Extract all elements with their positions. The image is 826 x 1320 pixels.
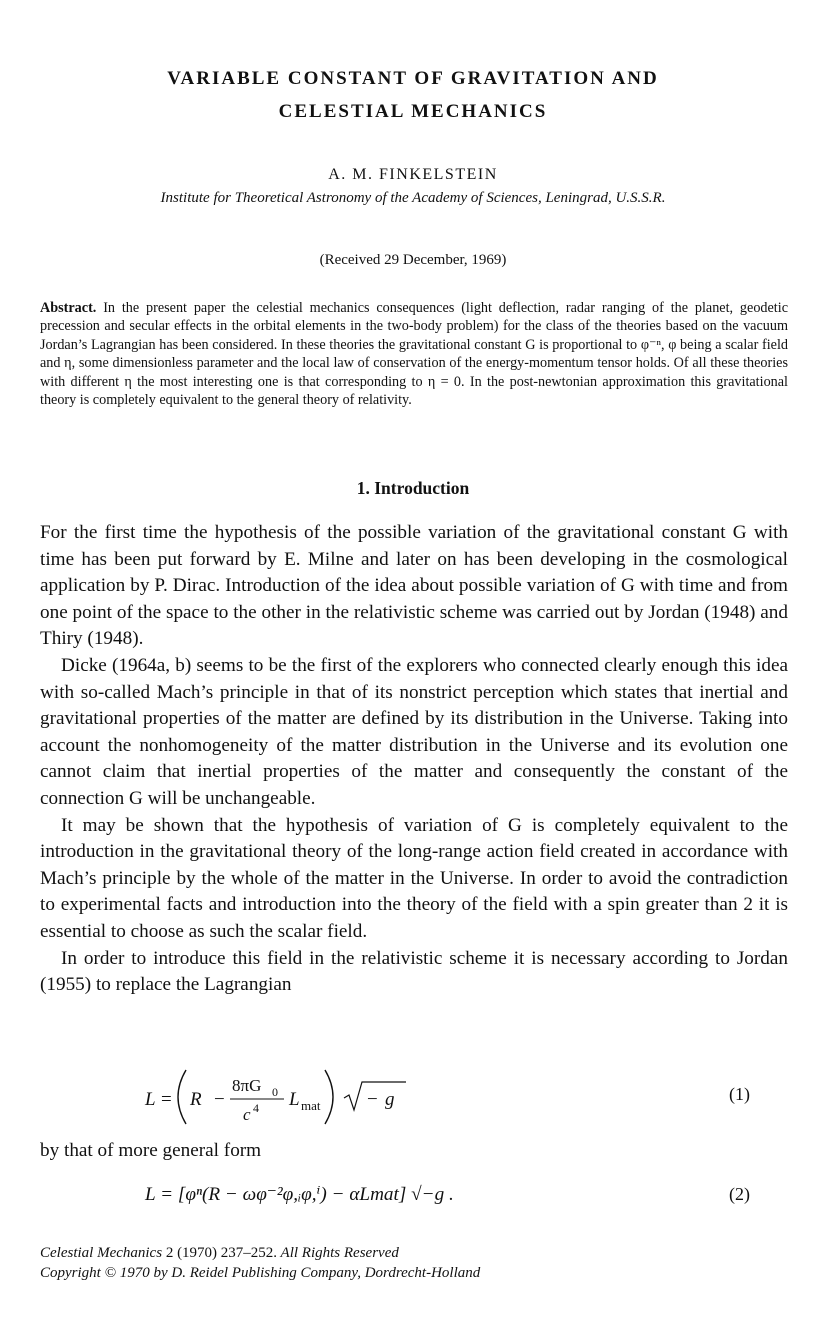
- eq1-left-paren: [178, 1070, 186, 1124]
- equation-1: [40, 1062, 788, 1132]
- eq1-g: g: [385, 1089, 395, 1110]
- received-date: (Received 29 December, 1969): [319, 252, 507, 268]
- author-name: A. M. FINKELSTEIN: [328, 166, 498, 183]
- title-line-1: VARIABLE CONSTANT OF GRAVITATION AND: [167, 68, 659, 89]
- eq1-numerator: 8πG: [232, 1076, 262, 1095]
- eq1-denominator: c: [243, 1105, 251, 1124]
- equation-2-formula: L = [φⁿ(R − ωφ⁻²φ,ᵢφ,ⁱ) − αLmat] √−g .: [145, 1184, 454, 1205]
- eq1-denominator-sup: 4: [253, 1101, 259, 1115]
- eq1-equals: =: [161, 1089, 172, 1110]
- abstract-text: In the present paper the celestial mechanics consequences (light deflection, radar ranging of the planet, geodetic precession and secular effects in the orbital elements in the two-body problem) for the class of the theories based on the vacuum Jordan’s Lagrangian has been considered. In these theories the gravitational constant G is proportional to φ⁻ⁿ, φ being a scalar field and η, some dimensionless parameter and the local law of conservation of the energy-momentum tensor holds. Of all these theories with different η the most interesting one is that corresponding to η = 0. In the post-newtonian approximation this gravitational theory is completely equivalent to the general theory of relativity.: [40, 300, 788, 409]
- equation-1-formula: [40, 1062, 520, 1132]
- paragraph-1: For the first time the hypothesis of the possible variation of the gravitational constant G with time has been put forward by E. Milne and later on has been developing in the cosmological application by P. Dirac. Introduction of the idea about possible variation of G with time and from one point of the space to the other in the relativistic scheme was carried out by Jordan (1948) and Thiry (1948).: [40, 522, 788, 650]
- abstract-label: Abstract.: [40, 300, 97, 316]
- eq1-Lmat-sub: mat: [301, 1098, 321, 1113]
- body-text: [40, 520, 788, 999]
- journal-citation: 2 (1970) 237–252.: [165, 1245, 278, 1261]
- equation-1-number: (1): [729, 1084, 750, 1104]
- eq1-numerator-sub: 0: [272, 1085, 278, 1099]
- title-line-2: CELESTIAL MECHANICS: [278, 101, 548, 122]
- eq1-minus: −: [214, 1089, 225, 1110]
- eq1-right-paren: [325, 1070, 333, 1124]
- eq1-root-minus: −: [367, 1089, 378, 1110]
- paragraph-3: It may be shown that the hypothesis of variation of G is completely equivalent to the introduction in the gravitational theory of the long-range action field created in accordance with Mach’s principle by the whole of the matter in the Universe. In order to avoid the contradiction to experimental facts and introduction into the theory of the field with a spin greater than 2 it is essential to choose as such the scalar field.: [40, 814, 788, 942]
- abstract: [40, 299, 788, 409]
- paragraph-4: In order to introduce this field in the relativistic scheme it is necessary according to Jordan (1955) to replace the Lagrangian: [40, 947, 788, 996]
- eq1-R: R: [190, 1089, 202, 1110]
- eq1-Lmat: L: [289, 1089, 300, 1110]
- equation-2: [40, 1176, 788, 1216]
- copyright-line: Copyright © 1970 by D. Reidel Publishing Company, Dordrecht-Holland: [40, 1265, 481, 1281]
- footer: [40, 1243, 480, 1283]
- footer-citation-line: [40, 1243, 480, 1263]
- between-text: by that of more general form: [40, 1140, 262, 1161]
- section-heading: 1. Introduction: [356, 478, 470, 498]
- eq1-L: L: [145, 1089, 156, 1110]
- paper-title: [0, 62, 826, 128]
- rights-notice: All Rights Reserved: [280, 1245, 399, 1261]
- journal-name: Celestial Mechanics: [40, 1245, 163, 1261]
- author-affiliation: Institute for Theoretical Astronomy of the Academy of Sciences, Leningrad, U.S.S.R.: [160, 190, 666, 206]
- equation-2-number: (2): [729, 1184, 750, 1204]
- paragraph-2: Dicke (1964a, b) seems to be the first of the explorers who connected clearly enough this idea with so-called Mach’s principle in that of its nonstrict perception which states that inertial and gravitational properties of the matter are defined by its distribution in the Universe. Taking into account the nonhomogeneity of the matter distribution in the Universe and its evolution one cannot claim that inertial properties of the matter and consequently the constant of the connection G will be unchangeable.: [40, 654, 788, 809]
